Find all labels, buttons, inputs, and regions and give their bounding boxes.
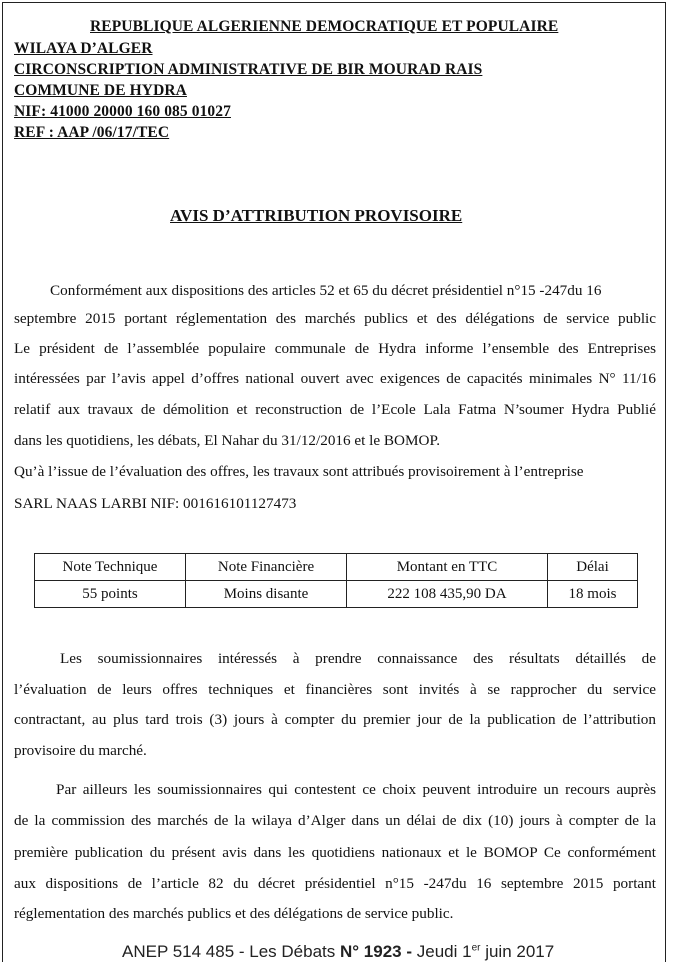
para1-line: intéressées par l’avis appel d’offres national ouvert avec exigences de capacités minimales N° 11/16 (14, 370, 656, 387)
footer-publication (122, 942, 554, 962)
para1-line: Qu’à l’issue de l’évaluation des offres, les travaux sont attribués provisoirement à l’entreprise (14, 463, 584, 480)
para1-line: relatif aux travaux de démolition et reconstruction de l’Ecole Lala Fatma N’soumer Hydra Publié (14, 401, 656, 418)
document-title: AVIS D’ATTRIBUTION PROVISOIRE (170, 206, 463, 225)
para3-line: aux dispositions de l’article 82 du décret présidentiel n°15 -247du 16 septembre 2015 portant (14, 875, 656, 892)
para3-line: réglementation des marchés publics et des délégations de service public. (14, 905, 454, 922)
header-republic: REPUBLIQUE ALGERIENNE DEMOCRATIQUE ET POPULAIRE (90, 18, 559, 35)
header-nif: NIF: 41000 20000 160 085 01027 (14, 103, 231, 120)
para2-line: l’évaluation de leurs offres techniques et financières sont invités à se rapprocher du service (14, 681, 656, 698)
para1-line: septembre 2015 portant réglementation des marchés publics et des délégations de service public (14, 310, 656, 327)
company-line: SARL NAAS LARBI NIF: 001616101127473 (14, 495, 297, 512)
footer-date-end: juin 2017 (480, 942, 555, 961)
table-header-row (35, 554, 638, 581)
table-header-cell: Note Financière (186, 554, 347, 581)
table-header-cell: Délai (548, 554, 638, 581)
table-row (35, 581, 638, 608)
header-ref: REF : AAP /06/17/TEC (14, 124, 170, 141)
para3-line: de la commission des marchés de la wilaya d’Alger dans un délai de dix (10) jours à compter de la (14, 812, 656, 829)
para2-line: contractant, au plus tard trois (3) jours à compter du premier jour de la publication de l’attribution (14, 711, 656, 728)
para2-line: provisoire du marché. (14, 742, 147, 759)
table-header-cell: Montant en TTC (347, 554, 548, 581)
table-cell: 55 points (35, 581, 186, 608)
table-cell: Moins disante (186, 581, 347, 608)
footer-date: Jeudi 1 (416, 942, 472, 961)
table-cell: 18 mois (548, 581, 638, 608)
footer-date-sup: er (471, 942, 481, 954)
table-cell: 222 108 435,90 DA (347, 581, 548, 608)
footer-issue: N° 1923 - (340, 942, 417, 961)
footer-ref: ANEP 514 485 - Les Débats (122, 942, 340, 961)
header-circonscription: CIRCONSCRIPTION ADMINISTRATIVE DE BIR MOURAD RAIS (14, 61, 483, 78)
table-header-cell: Note Technique (35, 554, 186, 581)
para1-line: dans les quotidiens, les débats, El Nahar du 31/12/2016 et le BOMOP. (14, 432, 441, 449)
header-wilaya: WILAYA D’ALGER (14, 40, 153, 57)
para1-line: Conformément aux dispositions des articles 52 et 65 du décret présidentiel n°15 -247du 16 (50, 282, 602, 299)
para2-line: Les soumissionnaires intéressés à prendre connaissance des résultats détaillés de (60, 650, 656, 667)
para3-line: Par ailleurs les soumissionnaires qui contestent ce choix peuvent introduire un recours auprès (56, 781, 656, 798)
attribution-table (34, 553, 638, 608)
para3-line: première publication du présent avis dans les quotidiens nationaux et le BOMOP Ce conformément (14, 844, 656, 861)
para1-line: Le président de l’assemblée populaire communale de Hydra informe l’ensemble des Entreprises (14, 340, 656, 357)
header-commune: COMMUNE DE HYDRA (14, 82, 187, 99)
